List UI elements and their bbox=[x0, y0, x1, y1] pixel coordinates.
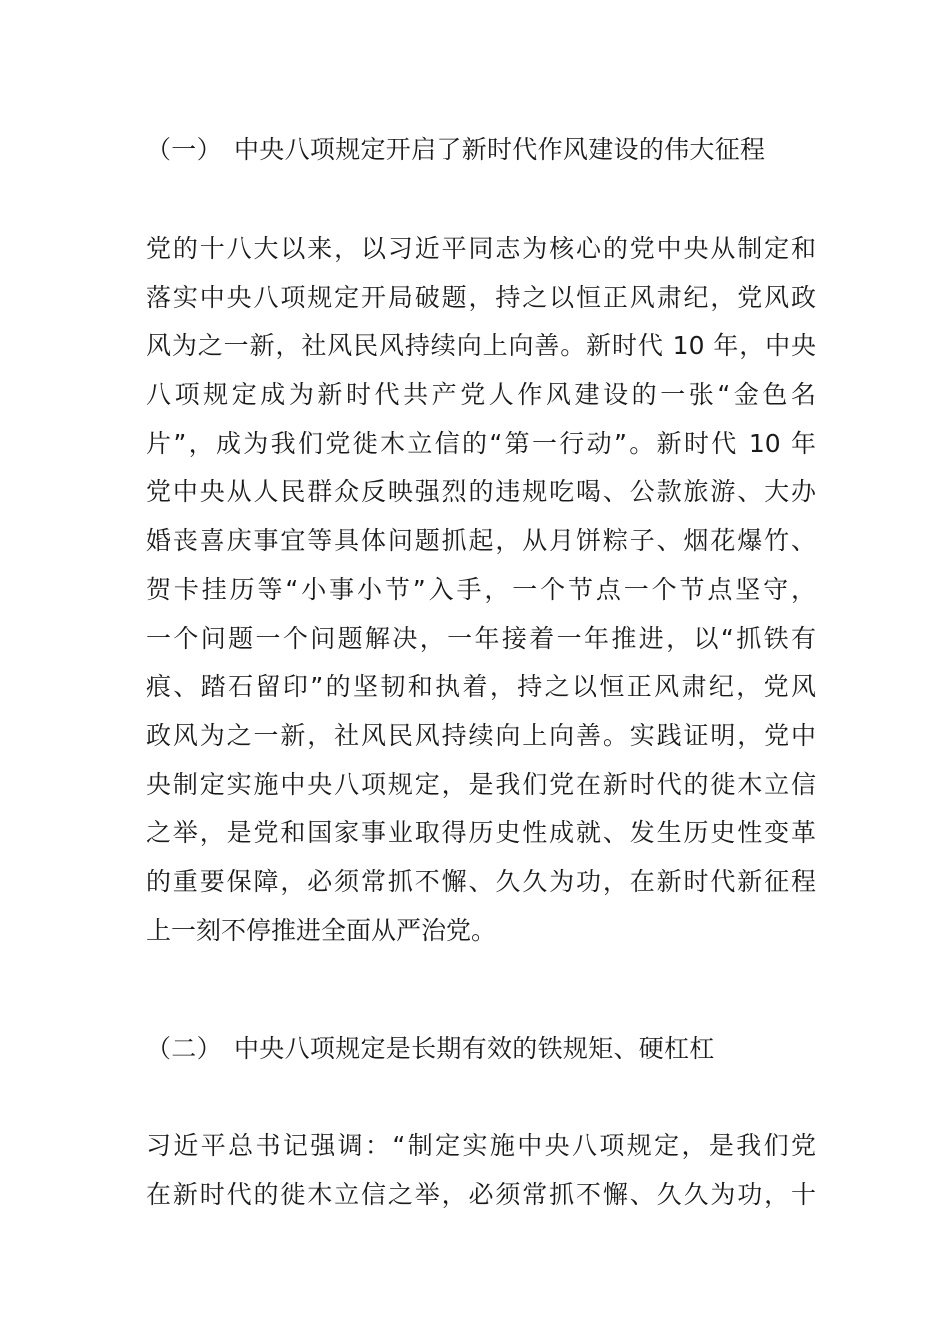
paragraph-line: 八项规定成为新时代共产党人作风建设的一张“金色名 bbox=[146, 380, 816, 410]
paragraph-line: 上一刻不停推进全面从严治党。 bbox=[146, 915, 497, 945]
section-number: （二） bbox=[146, 1034, 222, 1063]
paragraph-line: 央制定实施中央八项规定，是我们党在新时代的徙木立信 bbox=[146, 769, 816, 799]
paragraph-line: 一个问题一个问题解决，一年接着一年推进，以“抓铁有 bbox=[146, 623, 816, 653]
body-paragraph-2 bbox=[146, 1122, 816, 1219]
paragraph-line: 婚丧喜庆事宜等具体问题抓起，从月饼粽子、烟花爆竹、 bbox=[146, 526, 816, 556]
paragraph-line: 的重要保障，必须常抓不懈、久久为功，在新时代新征程 bbox=[146, 866, 816, 896]
paragraph-line: 党的十八大以来，以习近平同志为核心的党中央从制定和 bbox=[146, 234, 816, 263]
paragraph-line: 痕、踏石留印”的坚韧和执着，持之以恒正风肃纪，党风 bbox=[146, 672, 816, 702]
paragraph-line: 风为之一新，社风民风持续向上向善。新时代 10 年，中央 bbox=[146, 331, 816, 361]
paragraph-line: 之举，是党和国家事业取得历史性成就、发生历史性变革 bbox=[146, 818, 816, 848]
section-title: 中央八项规定开启了新时代作风建设的伟大征程 bbox=[234, 135, 766, 164]
paragraph-line: 习近平总书记强调：“制定实施中央八项规定，是我们党 bbox=[146, 1131, 816, 1160]
body-paragraph-1 bbox=[146, 225, 816, 955]
section-heading-2 bbox=[146, 1025, 826, 1073]
paragraph-line: 在新时代的徙木立信之举，必须常抓不懈、久久为功，十 bbox=[146, 1179, 816, 1209]
paragraph-line: 贺卡挂历等“小事小节”入手，一个节点一个节点坚守， bbox=[146, 574, 816, 604]
paragraph-line: 片”，成为我们党徙木立信的“第一行动”。新时代 10 年 bbox=[146, 428, 816, 458]
paragraph-line: 政风为之一新，社风民风持续向上向善。实践证明，党中 bbox=[146, 720, 816, 750]
section-title: 中央八项规定是长期有效的铁规矩、硬杠杠 bbox=[234, 1034, 715, 1063]
section-number: （一） bbox=[146, 135, 222, 164]
paragraph-line: 党中央从人民群众反映强烈的违规吃喝、公款旅游、大办 bbox=[146, 477, 816, 507]
section-heading-1 bbox=[146, 126, 826, 174]
paragraph-line: 落实中央八项规定开局破题，持之以恒正风肃纪，党风政 bbox=[146, 282, 816, 312]
